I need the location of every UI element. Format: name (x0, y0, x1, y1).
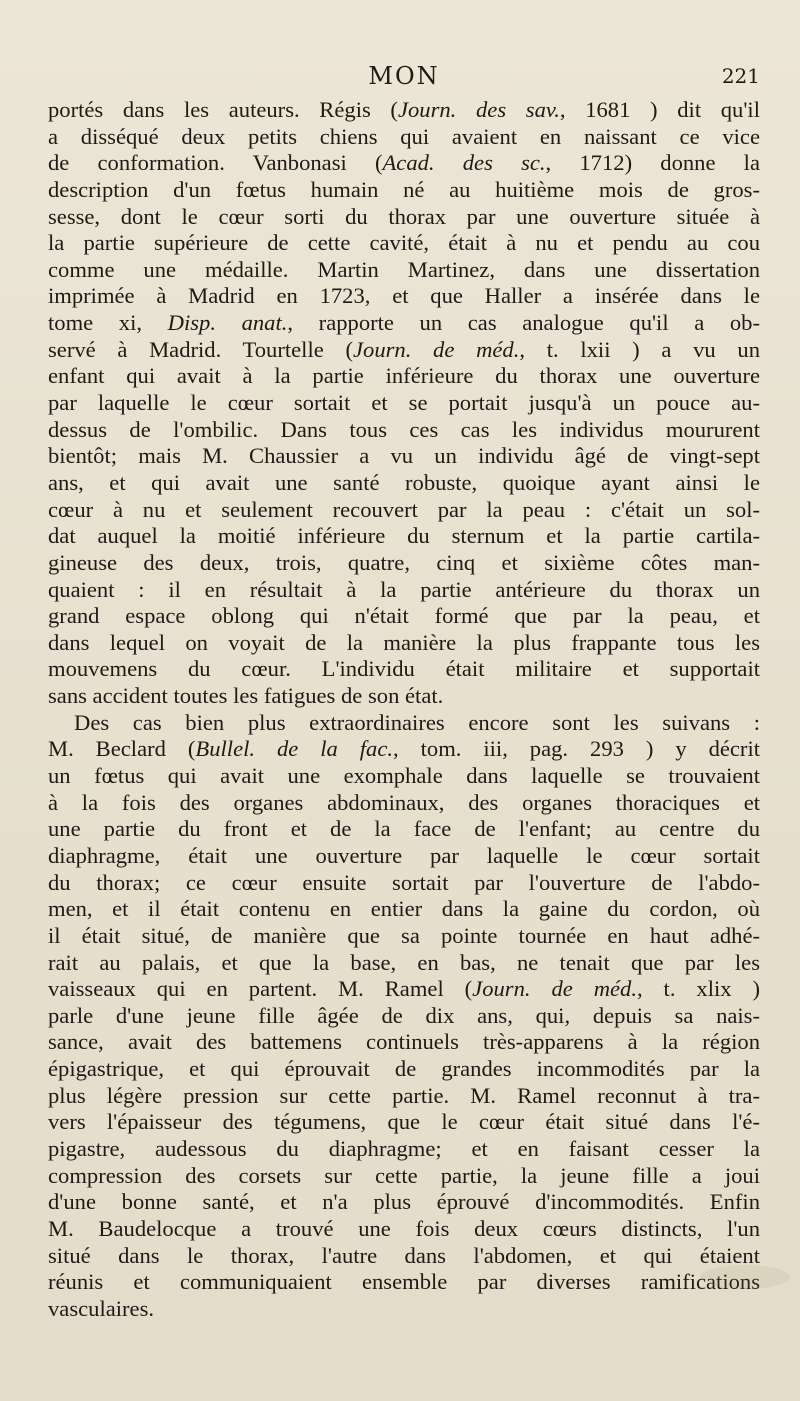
text-line (48, 1189, 760, 1216)
text-segment: vasculaires. (48, 1295, 155, 1321)
text-segment: , t. lxii ) a vu un (519, 336, 760, 362)
text-segment: pigastre, audessous du diaphragme; et en faisant cesser la (48, 1135, 760, 1161)
text-line (48, 523, 760, 550)
text-segment: imprimée à Madrid en 1723, et que Haller a insérée dans le (48, 283, 760, 309)
text-segment: diaphragme, était une ouverture par laquelle le cœur sortait (48, 842, 760, 868)
text-segment: une partie du front et de la face de l'enfant; au centre du (48, 816, 760, 842)
text-line (48, 577, 760, 604)
text-segment: enfant qui avait à la partie inférieure du thorax une ouverture (48, 363, 760, 389)
text-line (48, 1216, 760, 1243)
citation-title: Journ. des sav. (397, 97, 560, 122)
text-segment: à la fois des organes abdominaux, des organes thoraciques et (48, 789, 760, 815)
text-segment: servé à Madrid. Tourtelle ( (48, 336, 353, 362)
text-line (48, 923, 760, 950)
text-segment: ans, et qui avait une santé robuste, quoique ayant ainsi le (48, 469, 760, 495)
text-segment: parle d'une jeune fille âgée de dix ans, qui, depuis sa nais- (48, 1002, 760, 1028)
text-segment: , t. xlix ) (636, 976, 760, 1002)
text-line (48, 177, 760, 204)
text-line (48, 1056, 760, 1083)
text-line (48, 283, 760, 310)
text-segment: , 1681 ) dit qu'il (559, 97, 760, 122)
text-segment: portés dans les auteurs. Régis ( (48, 97, 398, 122)
text-line (48, 470, 760, 497)
text-line (48, 1136, 760, 1163)
text-segment: situé dans le thorax, l'autre dans l'abdomen, et qui étaient (48, 1242, 760, 1268)
text-segment: de conformation. Vanbonasi ( (48, 150, 383, 176)
text-segment: dessus de l'ombilic. Dans tous ces cas les individus moururent (48, 416, 760, 442)
text-line (48, 310, 760, 337)
text-segment: rait au palais, et que la base, en bas, ne tenait que par les (48, 949, 760, 975)
text-segment: M. Beclard ( (48, 736, 196, 762)
text-segment: description d'un fœtus humain né au huitième mois de gros- (48, 176, 760, 202)
text-segment: a disséqué deux petits chiens qui avaient en naissant ce vice (48, 123, 760, 149)
text-line (48, 656, 760, 683)
text-segment: sesse, dont le cœur sorti du thorax par une ouverture située à (48, 203, 760, 229)
paper-stain (700, 1265, 790, 1289)
text-segment: comme une médaille. Martin Martinez, dans une dissertation (48, 256, 760, 282)
text-line (48, 896, 760, 923)
page-number: 221 (721, 64, 760, 88)
text-line (48, 1163, 760, 1190)
text-line (48, 390, 760, 417)
running-head: MON (368, 62, 440, 90)
text-segment: , 1712) donne la (545, 150, 760, 176)
text-line (48, 683, 760, 710)
text-segment: , rapporte un cas analogue qu'il a ob- (287, 310, 760, 336)
text-segment: dat auquel la moitié inférieure du sternum et la partie cartila- (48, 523, 760, 549)
text-segment: tome xi, (48, 310, 168, 336)
text-segment: , tom. iii, pag. 293 ) y décrit (393, 736, 761, 762)
text-line (48, 1269, 760, 1296)
text-line (48, 550, 760, 577)
text-line (48, 363, 760, 390)
text-segment: bientôt; mais M. Chaussier a vu un individu âgé de vingt-sept (48, 443, 760, 469)
text-line (48, 603, 760, 630)
text-segment: quaient : il en résultait à la partie antérieure du thorax un (48, 576, 760, 602)
text-segment: men, et il était contenu en entier dans la gaine du cordon, où (48, 896, 760, 922)
text-line (48, 710, 760, 737)
text-segment: épigastrique, et qui éprouvait de grandes incommodités par la (48, 1056, 760, 1082)
text-line (48, 790, 760, 817)
text-segment: il était situé, de manière que sa pointe tournée en haut adhé- (48, 922, 760, 948)
text-segment: cœur à nu et seulement recouvert par la peau : c'était un sol- (48, 496, 760, 522)
text-line (48, 630, 760, 657)
text-line (48, 736, 760, 763)
text-line (48, 976, 760, 1003)
text-line (48, 230, 760, 257)
text-line (48, 1083, 760, 1110)
text-segment: du thorax; ce cœur ensuite sortait par l'ouverture de l'abdo- (48, 869, 760, 895)
text-segment: plus légère pression sur cette partie. M. Ramel reconnut à tra- (48, 1082, 760, 1108)
text-segment: grand espace oblong qui n'était formé que par la peau, et (48, 603, 760, 629)
text-segment: la partie supérieure de cette cavité, était à nu et pendu au cou (48, 230, 760, 256)
text-line (48, 257, 760, 284)
text-segment: réunis et communiquaient ensemble par diverses ramifications (48, 1269, 760, 1295)
text-segment: compression des corsets sur cette partie, la jeune fille a joui (48, 1162, 760, 1188)
citation-title: Acad. des sc. (382, 150, 546, 176)
text-line (48, 843, 760, 870)
text-line (48, 204, 760, 231)
text-segment: M. Baudelocque a trouvé une fois deux cœurs distincts, l'un (48, 1215, 760, 1241)
text-segment: mouvemens du cœur. L'individu était militaire et supportait (48, 656, 760, 682)
text-line (48, 337, 760, 364)
text-line (48, 417, 760, 444)
text-line (48, 870, 760, 897)
text-segment: sans accident toutes les fatigues de son état. (48, 683, 444, 709)
text-line (48, 763, 760, 790)
citation-title: Disp. anat. (167, 310, 288, 336)
text-segment: un fœtus qui avait une exomphale dans laquelle se trouvaient (48, 763, 760, 789)
text-segment: sance, avait des battemens continuels très-apparens à la région (48, 1029, 760, 1055)
text-line (48, 816, 760, 843)
paragraph (48, 710, 760, 1323)
text-line (48, 1109, 760, 1136)
text-segment: par laquelle le cœur sortait et se portait jusqu'à un pouce au- (48, 390, 760, 416)
text-segment: vers l'épaisseur des tégumens, que le cœur était situé dans l'é- (48, 1109, 760, 1135)
text-segment: vaisseaux qui en partent. M. Ramel ( (48, 976, 473, 1002)
text-segment: gineuse des deux, trois, quatre, cinq et sixième côtes man- (48, 549, 760, 575)
text-line (48, 124, 760, 151)
text-line (48, 1243, 760, 1270)
page-header (48, 62, 760, 96)
text-segment: dans lequel on voyait de la manière la plus frappante tous les (48, 629, 760, 655)
text-line (48, 1029, 760, 1056)
text-line (48, 97, 760, 124)
text-segment: Des cas bien plus extraordinaires encore sont les suivans : (74, 709, 760, 735)
text-segment: d'une bonne santé, et n'a plus éprouvé d'incommodités. Enfin (48, 1189, 760, 1215)
citation-title: Journ. de méd. (353, 336, 520, 362)
citation-title: Bullel. de la fac. (195, 736, 394, 762)
text-line (48, 1296, 760, 1323)
text-line (48, 1003, 760, 1030)
text-line (48, 443, 760, 470)
text-line (48, 497, 760, 524)
body-text (48, 97, 760, 1322)
text-line (48, 950, 760, 977)
citation-title: Journ. de méd. (472, 976, 637, 1002)
text-line (48, 150, 760, 177)
paragraph (48, 97, 760, 710)
